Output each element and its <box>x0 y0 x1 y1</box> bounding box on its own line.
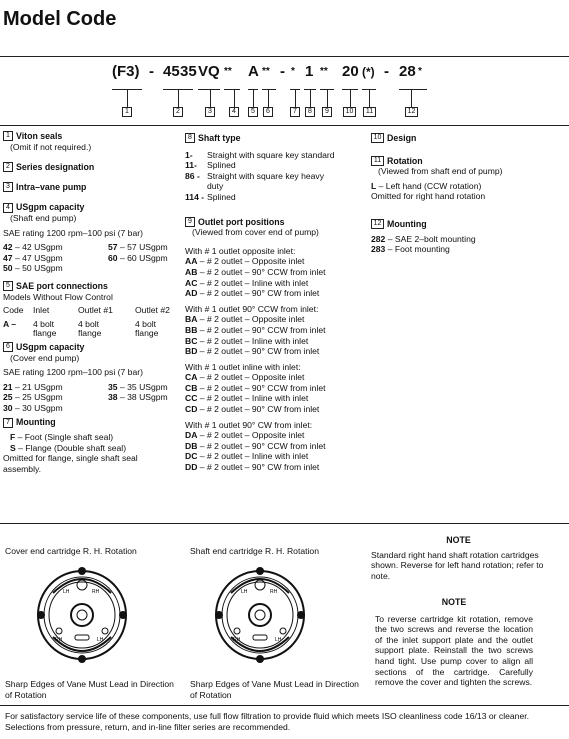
code-part-28: 28 <box>399 63 416 80</box>
model-code-string <box>0 63 569 83</box>
code-box-4: 4 <box>229 107 239 117</box>
shaft-types <box>185 150 360 203</box>
section-4-heading: 4 USgpm capacity <box>3 202 178 213</box>
code-part-20: 20 <box>342 63 359 80</box>
code-box-5: 5 <box>248 107 258 117</box>
mounting-code-item: 283 – Foot mounting <box>371 244 450 255</box>
lh-label: LH <box>63 589 70 595</box>
shaft-item: 86 - Straight with square key heavy duty <box>185 170 325 192</box>
section-11-sub: (Viewed from shaft end of pump) <box>378 166 503 177</box>
mounting-item: F – Foot (Single shaft seal) <box>10 432 114 443</box>
code-part-stars: ** <box>224 66 232 77</box>
code-part-a: A <box>248 63 259 80</box>
note-reverse-rotation <box>375 597 533 688</box>
code-part-vq: VQ <box>198 63 220 80</box>
rh-label: RH <box>92 589 100 595</box>
capacity-item: 50 – 50 USgpm <box>3 263 63 274</box>
capacity-item: 57 – 57 USgpm <box>108 242 168 253</box>
capacity-item: 38 – 38 USgpm <box>108 392 168 403</box>
rh-label: RH <box>55 637 63 643</box>
capacity-item: 35 – 35 USgpm <box>108 381 168 392</box>
code-part-45: 45 <box>163 63 180 80</box>
mid-divider <box>0 523 569 524</box>
code-part-star-paren: (*) <box>362 65 375 79</box>
section-1-heading: 1 Viton seals <box>3 131 178 142</box>
code-box-10: 10 <box>343 107 356 117</box>
column-left <box>3 131 178 474</box>
section-5-heading: 5 SAE port connections <box>3 281 178 292</box>
capacity-item: 42 – 42 USgpm <box>3 242 63 253</box>
code-box-8: 8 <box>305 107 315 117</box>
note-standard-rotation <box>371 535 546 581</box>
lh-label: LH <box>241 589 248 595</box>
code-box-3: 3 <box>205 107 215 117</box>
column-right <box>371 133 561 255</box>
section-10-heading: 10 Design <box>371 133 561 144</box>
mounting-code-item: 282 – SAE 2–bolt mounting <box>371 233 476 244</box>
section-6-capacities <box>3 382 178 414</box>
capacity-item: 21 – 21 USgpm <box>3 381 63 392</box>
code-dash: - <box>280 63 285 80</box>
note-text: To reverse cartridge kit rotation, remove the two screws and reverse the location of the inlet support plate and the outlet support plate. Reinstall the two screws hand tight. Use pump cover to align all sections of the cartridge. Carefully remove the cover and tighten the screws. <box>375 613 533 688</box>
section-3-heading: 3 Intra–vane pump <box>3 182 178 193</box>
code-box-11: 11 <box>363 107 376 117</box>
shaft-item: 11- Splined <box>185 160 236 171</box>
code-part-1: 1 <box>305 63 314 80</box>
capacity-item: 60 – 60 USgpm <box>108 252 168 263</box>
bottom-divider <box>0 705 569 706</box>
note-text: Standard right hand shaft rotation cartridges shown. Reverse for left hand rotation; refer to note. <box>371 549 544 581</box>
note-title: NOTE <box>441 597 467 607</box>
section-11-note: Omitted for right hand rotation <box>371 191 486 202</box>
code-dash: - <box>149 63 154 80</box>
section-6-heading: 6 USgpm capacity <box>3 342 178 353</box>
section-6-rating: SAE rating 1200 rpm–100 psi (7 bar) <box>3 367 143 378</box>
section-7-heading: 7 Mounting <box>3 417 178 428</box>
filtration-footer-note: For satisfactory service life of these components, use full flow filtration to provide fluid which meets ISO cleanliness code 16/13 or cleaner. Selections from pressure, return, and in-line filter series are recommended. <box>5 711 529 732</box>
capacity-item: 30 – 30 USgpm <box>3 402 63 413</box>
section-6-sub: (Cover end pump) <box>10 352 80 363</box>
mounting-item: S – Flange (Double shaft seal) <box>10 442 127 453</box>
section-12-heading: 12 Mounting <box>371 219 561 230</box>
code-box-6: 6 <box>263 107 273 117</box>
code-part-star: * <box>291 66 295 77</box>
code-divider <box>0 125 569 126</box>
section-7-note: Omitted for flange, single shaft seal assembly. <box>3 453 138 474</box>
cover-end-cartridge-diagram <box>35 563 130 668</box>
code-part-f3: (F3) <box>112 63 140 80</box>
section-1-note: (Omit if not required.) <box>10 141 92 152</box>
section-5-sub: Models Without Flow Control <box>3 291 113 302</box>
outlet-group-c: With # 1 outlet inline with inlet: CA – # 2 outlet – Opposite inlet CB – # 2 outlet – 90° CCW from inlet CC – # 2 outlet – Inline with inlet CD – # 2 outlet – 90° CW from inlet <box>185 361 326 415</box>
lh-label: LH <box>97 637 104 643</box>
right-vane-note: Sharp Edges of Vane Must Lead in Direction of Rotation <box>190 679 359 700</box>
code-part-star: * <box>418 66 422 77</box>
shaft-item: 1- Straight with square key standard <box>185 149 335 160</box>
section-11-heading: 11 Rotation <box>371 156 561 167</box>
rh-label: RH <box>270 589 278 595</box>
code-box-2: 2 <box>173 107 183 117</box>
outlet-group-b: With # 1 outlet 90° CCW from inlet: BA – # 2 outlet – Opposite inlet BB – # 2 outlet – 90° CCW from inlet BC – # 2 outlet – Inline with inlet BD – # 2 outlet – 90° CW from inlet <box>185 303 326 357</box>
rh-label: RH <box>233 637 241 643</box>
shaft-item: 114 - Splined <box>185 191 236 202</box>
left-diagram-caption: Cover end cartridge R. H. Rotation <box>5 546 137 556</box>
section-8-heading: 8 Shaft type <box>185 133 360 144</box>
code-box-9: 9 <box>322 107 332 117</box>
section-9-sub: (Viewed from cover end of pump) <box>192 227 319 238</box>
code-part-stars: ** <box>320 66 328 77</box>
code-dash: - <box>384 63 389 80</box>
shaft-end-cartridge-diagram <box>213 563 308 668</box>
column-middle <box>185 133 360 473</box>
code-part-stars: ** <box>262 66 270 77</box>
outlet-group-d: With # 1 outlet 90° CW from inlet: DA – # 2 outlet – Opposite inlet DB – # 2 outlet – 90° CCW from inlet DC – # 2 outlet – Inline with inlet DD – # 2 outlet – 90° CW from inlet <box>185 419 326 473</box>
code-box-12: 12 <box>405 107 418 117</box>
code-box-7: 7 <box>290 107 300 117</box>
port-table-row: A – 4 bolt flange 4 bolt flange 4 bolt flange <box>3 318 159 339</box>
top-divider <box>0 56 569 57</box>
port-table-header: Code Inlet Outlet #1 Outlet #2 <box>3 305 170 316</box>
note-title: NOTE <box>446 535 471 545</box>
code-part-35: 35 <box>180 63 197 80</box>
section-4-capacities <box>3 242 178 274</box>
section-9-heading: 9 Outlet port positions <box>185 217 360 228</box>
section-2-heading: 2 Series designation <box>3 162 178 173</box>
section-4-rating: SAE rating 1200 rpm–100 psi (7 bar) <box>3 227 143 238</box>
lh-label: LH <box>275 637 282 643</box>
capacity-item: 25 – 25 USgpm <box>3 392 63 403</box>
outlet-group-a: With # 1 outlet opposite inlet: AA – # 2 outlet – Opposite inlet AB – # 2 outlet – 90° CCW from inlet AC – # 2 outlet – Inline with inlet AD – # 2 outlet – 90° CW from inlet <box>185 245 326 299</box>
left-vane-note: Sharp Edges of Vane Must Lead in Direction of Rotation <box>5 679 174 700</box>
page-title: Model Code <box>3 8 117 30</box>
rotation-item: L – Left hand (CCW rotation) <box>371 180 482 191</box>
capacity-item: 47 – 47 USgpm <box>3 252 63 263</box>
right-diagram-caption: Shaft end cartridge R. H. Rotation <box>190 546 319 556</box>
section-4-sub: (Shaft end pump) <box>10 212 77 223</box>
code-box-1: 1 <box>122 107 132 117</box>
